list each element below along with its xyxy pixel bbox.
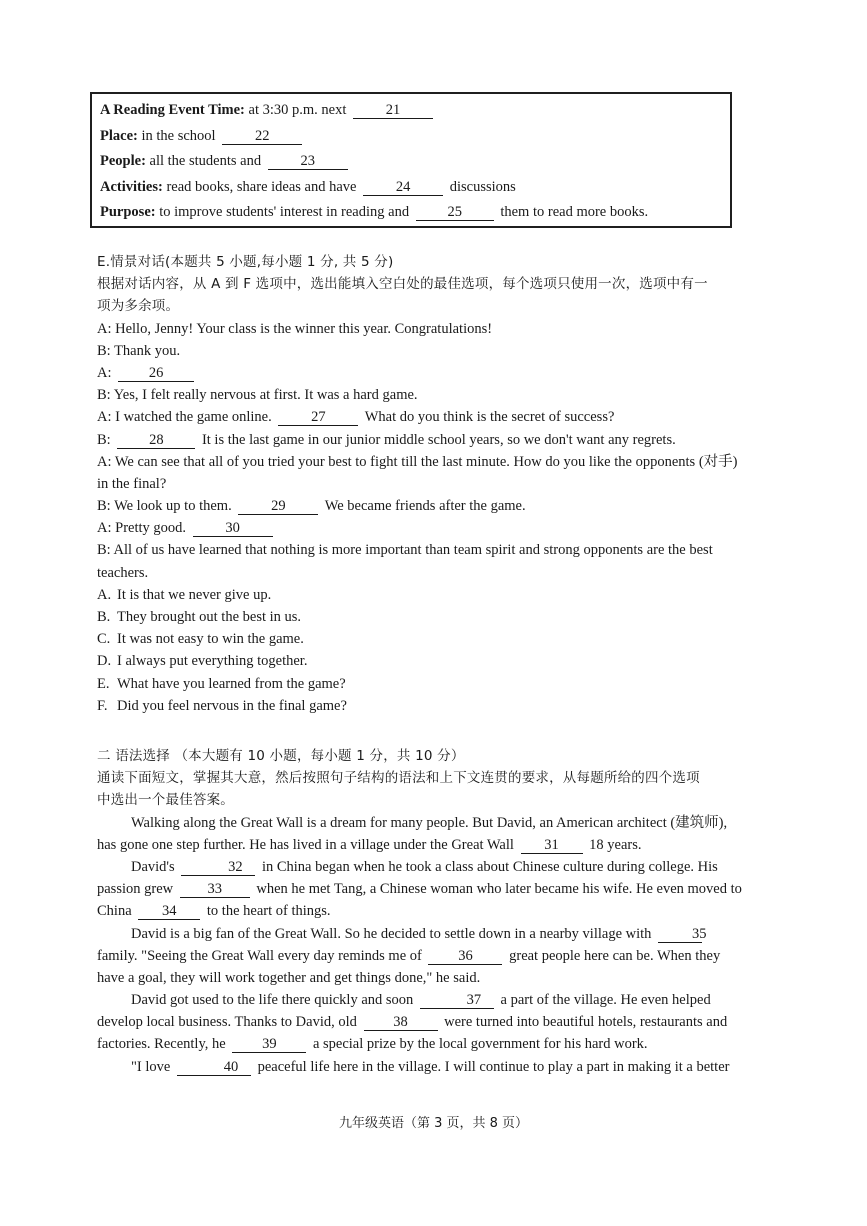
purpose-line <box>100 200 730 226</box>
option-f-text: Did you feel nervous in the final game? <box>117 697 347 714</box>
speaker-b: B: <box>97 431 111 448</box>
section-e-instruction-2: 项为多余项。 <box>97 298 180 315</box>
passage-text: to the heart of things. <box>206 903 331 920</box>
option-a-text: It is that we never give up. <box>117 586 272 603</box>
dialogue-line-8-post: We became friends after the game. <box>324 498 526 515</box>
option-e[interactable] <box>97 673 815 695</box>
dialogue-line-7: A: We can see that all of you tried your best to fight till the last minute. How do you like the opponents (对手) <box>97 453 738 470</box>
time-text: at 3:30 p.m. next <box>248 102 347 118</box>
passage-p3-line-1 <box>97 923 815 945</box>
page-footer: 九年级英语（第 3 页，共 8 页） <box>338 1116 529 1131</box>
blank-23[interactable]: 23 <box>268 153 348 170</box>
passage-p2-line-3 <box>97 900 815 922</box>
option-d[interactable] <box>97 650 815 672</box>
passage-text: David got used to the life there quickly and soon <box>131 992 414 1009</box>
grammar-instruction-1: 通读下面短文，掌握其大意，然后按照句子结构的语法和上下文连贯的要求，从每题所给的四个选项 <box>97 770 700 787</box>
activities-text: read books, share ideas and have <box>166 178 357 195</box>
blank-35[interactable]: 35 <box>658 926 702 943</box>
option-d-text: I always put everything together. <box>117 653 308 670</box>
blank-24[interactable]: 24 <box>363 179 443 196</box>
people-text: all the students and <box>149 153 262 169</box>
blank-40[interactable]: 40 <box>177 1059 251 1076</box>
passage-text: China <box>97 903 132 920</box>
dialogue-line-8 <box>97 495 815 517</box>
place-line <box>100 124 730 150</box>
blank-31[interactable]: 31 <box>521 837 583 854</box>
option-f[interactable] <box>97 695 815 717</box>
speaker-a: A: <box>97 364 112 381</box>
blank-29[interactable]: 29 <box>238 498 318 515</box>
people-line <box>100 149 730 175</box>
option-b[interactable] <box>97 606 815 628</box>
passage-text: peaceful life here in the village. I will continue to play a part in making it a better <box>257 1058 730 1075</box>
dialogue-line-5-pre: A: I watched the game online. <box>97 409 272 426</box>
blank-21[interactable]: 21 <box>353 102 433 119</box>
purpose-label: Purpose: <box>100 204 156 220</box>
dialogue-line-3 <box>97 362 815 384</box>
blank-30[interactable]: 30 <box>193 520 273 537</box>
activities-line <box>100 175 730 201</box>
passage-text: "I love <box>131 1058 171 1075</box>
purpose-tail: them to read more books. <box>500 204 649 220</box>
dialogue-line-10-cont: teachers. <box>97 564 149 581</box>
option-b-letter: B. <box>97 609 111 625</box>
section-e-heading: E.情景对话(本题共 5 小题,每小题 1 分, 共 5 分) <box>97 254 394 270</box>
dialogue-line-9 <box>97 517 815 539</box>
dialogue-line-7-cont: in the final? <box>97 475 167 492</box>
passage-text: in China began when he took a class about Chinese culture during college. His <box>261 858 718 875</box>
option-f-letter: F. <box>97 697 108 714</box>
option-c-letter: C. <box>97 631 111 648</box>
option-e-text: What have you learned from the game? <box>117 675 346 692</box>
blank-22[interactable]: 22 <box>222 128 302 145</box>
blank-25[interactable]: 25 <box>416 204 494 221</box>
blank-37[interactable]: 37 <box>420 992 494 1009</box>
passage-p4-line-1 <box>97 989 815 1011</box>
dialogue-line-2: B: Thank you. <box>97 342 181 359</box>
dialogue-line-9-pre: A: Pretty good. <box>97 520 187 537</box>
passage-text: has gone one step further. He has lived in a village under the Great Wall <box>97 836 514 853</box>
dialogue-line-5-post: What do you think is the secret of success? <box>364 409 615 426</box>
option-c[interactable] <box>97 628 815 650</box>
passage-p1-line-1: Walking along the Great Wall is a dream for many people. But David, an American architect (建筑师), <box>131 814 728 831</box>
passage-text: a part of the village. He even helped <box>500 992 711 1009</box>
passage-p2-line-1 <box>97 856 815 878</box>
passage-text: great people here can be. When they <box>509 947 721 964</box>
place-text: in the school <box>141 127 216 144</box>
activities-label: Activities: <box>100 178 163 195</box>
grammar-heading: 二 语法选择 （本大题有 10 小题，每小题 1 分，共 10 分） <box>97 748 465 764</box>
passage-text: when he met Tang, a Chinese woman who later became his wife. He even moved to <box>256 881 742 898</box>
purpose-text: to improve students' interest in reading and <box>159 204 410 220</box>
passage-p2-line-2 <box>97 878 815 900</box>
option-a-letter: A. <box>97 586 112 603</box>
section-e <box>97 251 815 717</box>
dialogue-line-6-post: It is the last game in our junior middle school years, so we don't want any regrets. <box>201 431 676 448</box>
time-label: A Reading Event Time: <box>100 102 245 118</box>
passage-text: 18 years. <box>589 836 642 853</box>
blank-26[interactable]: 26 <box>118 365 194 382</box>
place-label: Place: <box>100 127 138 144</box>
blank-39[interactable]: 39 <box>232 1036 306 1053</box>
passage-text: were turned into beautiful hotels, restaurants and <box>444 1014 728 1031</box>
dialogue-line-10: B: All of us have learned that nothing is more important than team spirit and strong opponents are the best <box>97 542 713 559</box>
dialogue-line-8-pre: B: We look up to them. <box>97 498 232 515</box>
passage-p3-line-2 <box>97 945 815 967</box>
time-line <box>100 98 730 124</box>
dialogue-line-4: B: Yes, I felt really nervous at first. It was a hard game. <box>97 387 418 404</box>
passage-text: factories. Recently, he <box>97 1036 226 1053</box>
reading-event-box <box>90 92 732 228</box>
blank-27[interactable]: 27 <box>278 409 358 426</box>
blank-33[interactable]: 33 <box>180 881 250 898</box>
dialogue-line-5 <box>97 406 815 428</box>
option-e-letter: E. <box>97 675 110 692</box>
section-grammar <box>97 745 815 1078</box>
grammar-instruction-2: 中选出一个最佳答案。 <box>97 792 234 809</box>
passage-p1-line-2 <box>97 834 815 856</box>
passage-p5-line-1 <box>97 1056 815 1078</box>
option-b-text: They brought out the best in us. <box>117 609 302 625</box>
passage-text: David's <box>131 858 175 875</box>
passage-text: develop local business. Thanks to David, old <box>97 1014 357 1031</box>
passage-text: family. "Seeing the Great Wall every day reminds me of <box>97 947 422 964</box>
blank-28[interactable]: 28 <box>117 432 195 449</box>
passage-text: passion grew <box>97 881 174 898</box>
blank-34[interactable]: 34 <box>138 903 200 920</box>
blank-32[interactable]: 32 <box>181 859 255 876</box>
passage-p3-line-3: have a goal, they will work together and get things done," he said. <box>97 969 481 986</box>
dialogue-line-1: A: Hello, Jenny! Your class is the winner this year. Congratulations! <box>97 320 493 337</box>
passage-text: a special prize by the local government for his hard work. <box>312 1036 648 1053</box>
people-label: People: <box>100 153 146 169</box>
section-e-instruction-1: 根据对话内容，从 A 到 F 选项中，选出能填入空白处的最佳选项，每个选项只使用一次，选项中有一 <box>97 276 708 293</box>
passage-p4-line-3 <box>97 1033 815 1055</box>
blank-36[interactable]: 36 <box>428 948 502 965</box>
passage-text: David is a big fan of the Great Wall. So he decided to settle down in a nearby village with <box>131 925 652 942</box>
option-d-letter: D. <box>97 653 112 670</box>
activities-tail: discussions <box>449 178 516 195</box>
option-a[interactable] <box>97 584 815 606</box>
blank-38[interactable]: 38 <box>364 1014 438 1031</box>
passage-p4-line-2 <box>97 1011 815 1033</box>
option-c-text: It was not easy to win the game. <box>117 631 304 648</box>
dialogue-line-6 <box>97 429 815 451</box>
